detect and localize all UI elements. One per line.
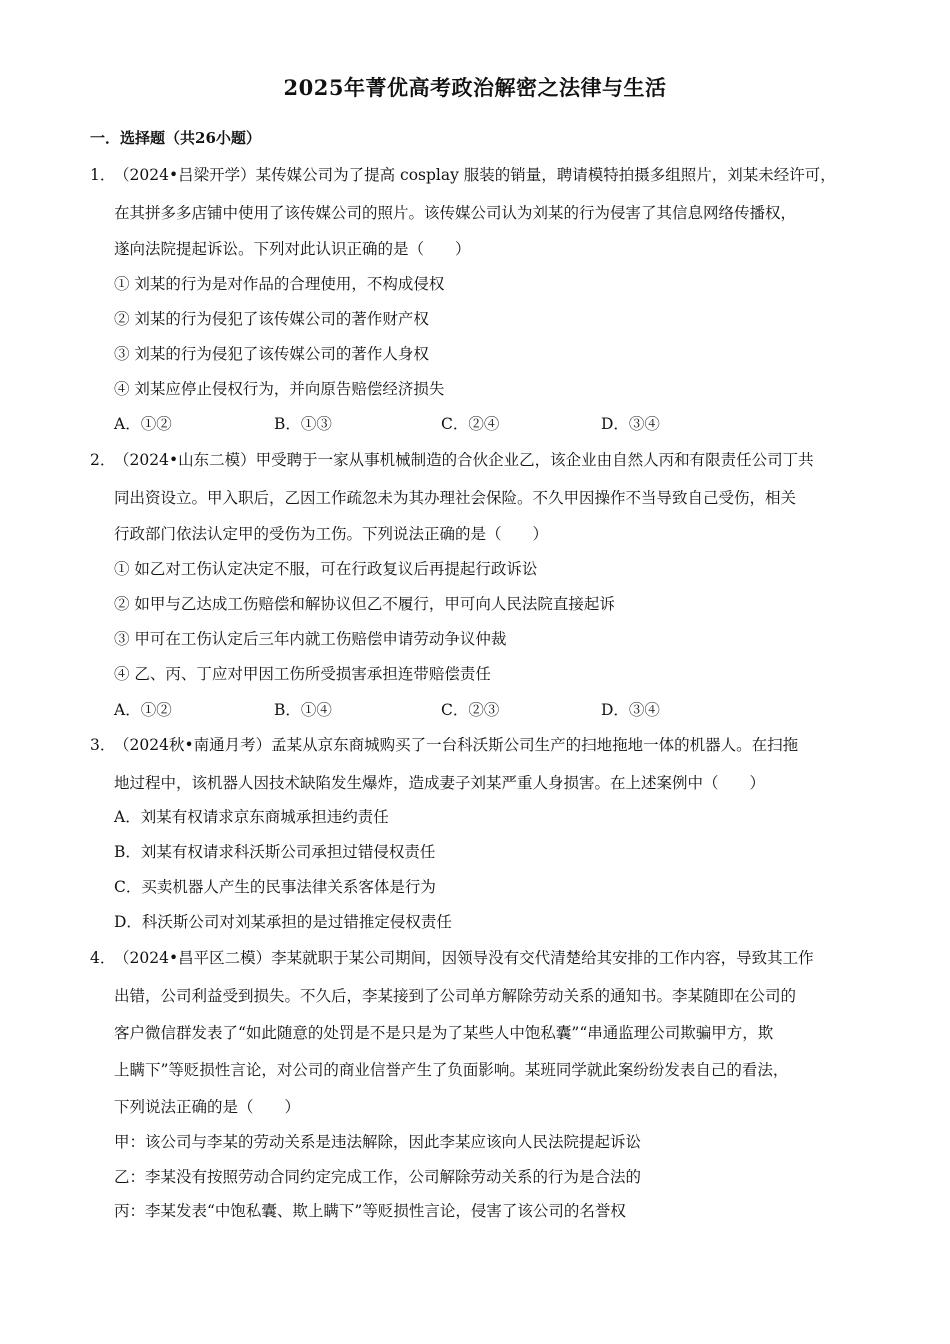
choice-b: B．①④ bbox=[274, 701, 332, 719]
choice-d: D．③④ bbox=[601, 415, 660, 433]
statement-item: ① 如乙对工伤认定决定不服，可在行政复议后再提起行政诉讼 bbox=[114, 560, 538, 578]
question-stem-line: 客户微信群发表了“如此随意的处罚是不是只是为了某些人中饱私囊”“串通监理公司欺骗甲方，欺 bbox=[114, 1024, 774, 1042]
option-item: B．刘某有权请求科沃斯公司承担过错侵权责任 bbox=[114, 843, 436, 861]
question-stem-line: （2024•吕梁开学）某传媒公司为了提高 cosplay 服装的销量，聘请模特拍摄多组照片，刘某未经许可， bbox=[114, 166, 836, 184]
statement-item: ④ 乙、丙、丁应对甲因工伤所受损害承担连带赔偿责任 bbox=[114, 665, 491, 683]
question-number: 4． bbox=[90, 949, 116, 967]
choice-c: C．②④ bbox=[441, 415, 500, 433]
page-title: 2025年菁优高考政治解密之法律与生活 bbox=[283, 75, 667, 100]
option-item: C．买卖机器人产生的民事法律关系客体是行为 bbox=[114, 878, 436, 896]
question-stem-line: （2024•山东二模）甲受聘于一家从事机械制造的合伙企业乙，该企业由自然人丙和有限责任公司丁共 bbox=[114, 451, 814, 469]
question-stem-line: 遂向法院提起诉讼。下列对此认识正确的是（ ） bbox=[114, 240, 471, 258]
opinion-item: 乙：李某没有按照劳动合同约定完成工作，公司解除劳动关系的行为是合法的 bbox=[114, 1168, 642, 1186]
opinion-item: 丙：李某发表“中饱私囊、欺上瞒下”等贬损性言论，侵害了该公司的名誉权 bbox=[114, 1202, 626, 1220]
question-number: 1． bbox=[90, 166, 116, 184]
choice-d: D．③④ bbox=[601, 701, 660, 719]
choice-a: A．①② bbox=[114, 415, 172, 433]
question-number: 3． bbox=[90, 736, 116, 754]
statement-item: ② 如甲与乙达成工伤赔偿和解协议但乙不履行，甲可向人民法院直接起诉 bbox=[114, 595, 615, 613]
question-stem-line: （2024秋•南通月考）孟某从京东商城购买了一台科沃斯公司生产的扫地拖地一体的机器人。在扫拖 bbox=[114, 736, 799, 754]
statement-item: ① 刘某的行为是对作品的合理使用，不构成侵权 bbox=[114, 275, 445, 293]
opinion-item: 甲：该公司与李某的劳动关系是违法解除，因此李某应该向人民法院提起诉讼 bbox=[114, 1133, 642, 1151]
question-stem-line: 下列说法正确的是（ ） bbox=[114, 1098, 301, 1116]
choice-b: B．①③ bbox=[274, 415, 332, 433]
statement-item: ③ 刘某的行为侵犯了该传媒公司的著作人身权 bbox=[114, 345, 429, 363]
choice-c: C．②③ bbox=[441, 701, 500, 719]
statement-item: ② 刘某的行为侵犯了该传媒公司的著作财产权 bbox=[114, 310, 429, 328]
question-stem-line: 上瞒下”等贬损性言论，对公司的商业信誉产生了负面影响。某班同学就此案纷纷发表自己的看法， bbox=[114, 1061, 789, 1079]
statement-item: ③ 甲可在工伤认定后三年内就工伤赔偿申请劳动争议仲裁 bbox=[114, 630, 507, 648]
statement-item: ④ 刘某应停止侵权行为，并向原告赔偿经济损失 bbox=[114, 380, 445, 398]
question-stem-line: 行政部门依法认定甲的受伤为工伤。下列说法正确的是（ ） bbox=[114, 525, 549, 543]
question-stem-line: 出错，公司利益受到损失。不久后，李某接到了公司单方解除劳动关系的通知书。李某随即在公司的 bbox=[114, 987, 797, 1005]
option-item: D．科沃斯公司对刘某承担的是过错推定侵权责任 bbox=[114, 913, 452, 931]
question-number: 2． bbox=[90, 451, 116, 469]
option-item: A．刘某有权请求京东商城承担违约责任 bbox=[114, 808, 389, 826]
question-stem-line: （2024•昌平区二模）李某就职于某公司期间，因领导没有交代清楚给其安排的工作内容，导致其工作 bbox=[114, 949, 814, 967]
question-stem-line: 在其拼多多店铺中使用了该传媒公司的照片。该传媒公司认为刘某的行为侵害了其信息网络传播权， bbox=[114, 204, 797, 222]
question-stem-line: 同出资设立。甲入职后，乙因工作疏忽未为其办理社会保险。不久甲因操作不当导致自己受伤，相关 bbox=[114, 489, 797, 507]
question-stem-line: 地过程中，该机器人因技术缺陷发生爆炸，造成妻子刘某严重人身损害。在上述案例中（ ） bbox=[114, 774, 766, 792]
section-heading: 一．选择题（共26小题） bbox=[90, 129, 261, 147]
choice-a: A．①② bbox=[114, 701, 172, 719]
